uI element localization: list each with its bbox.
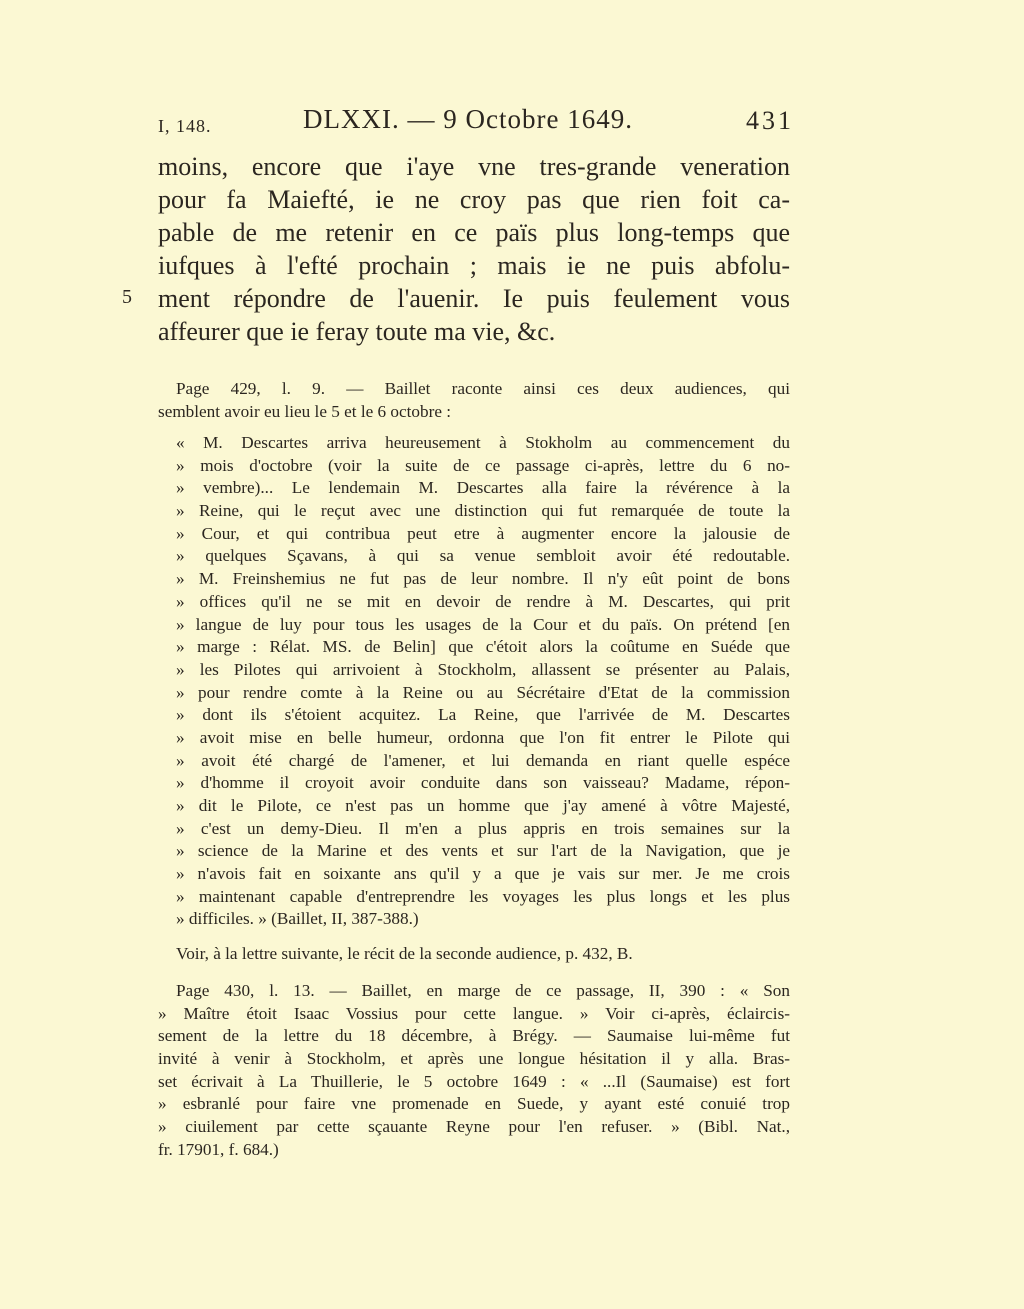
quote-line: » avoit été chargé de l'amener, et lui demanda en riant quelle espéce <box>176 750 790 770</box>
quote-line: » quelques Sçavans, à qui sa venue sembloit avoir été redoutable. <box>176 546 790 566</box>
letter-title: DLXXI. — 9 Octobre 1649. <box>303 104 633 134</box>
note-line: semblent avoir eu lieu le 5 et le 6 octobre : <box>158 401 452 421</box>
quote-line: » vembre)... Le lendemain M. Descartes alla faire la révérence à la <box>176 478 790 498</box>
quote-line: » langue de luy pour tous les usages de la Cour et du païs. On prétend [en <box>176 614 790 634</box>
main-text-line: moins, encore que i'aye vne tres-grande veneration <box>158 152 790 181</box>
quote-line: » science de la Marine et des vents et sur l'art de la Navigation, que je <box>176 841 790 861</box>
note-line: » ciuilement par cette sçauante Reyne pour l'en refuser. » (Bibl. Nat., <box>158 1117 790 1137</box>
main-text <box>158 150 790 348</box>
note-page-430 <box>158 980 790 1162</box>
note-line: sement de la lettre du 18 décembre, à Brégy. — Saumaise lui-même fut <box>158 1026 790 1046</box>
baillet-quote <box>158 432 790 931</box>
quote-line: » M. Freinshemius ne fut pas de leur nombre. Il n'y eût point de bons <box>176 569 790 589</box>
note-line: invité à venir à Stockholm, et après une longue hésitation il y alla. Bras- <box>158 1049 790 1069</box>
main-text-line: pour fa Maiefté, ie ne croy pas que rien foit ca- <box>158 185 790 214</box>
note-second-audience <box>158 943 790 966</box>
main-text-line: ment répondre de l'auenir. Ie puis feulement vous <box>158 284 790 313</box>
line-number-marker: 5 <box>122 286 132 308</box>
main-text-line: affeurer que ie feray toute ma vie, &c. <box>158 317 556 346</box>
quote-line: » les Pilotes qui arrivoient à Stockholm, allassent se présenter au Palais, <box>176 659 790 679</box>
quote-line: » d'homme il croyoit avoir conduite dans son vaisseau? Madame, répon- <box>176 773 790 793</box>
note-line: » Maître étoit Isaac Vossius pour cette langue. » Voir ci-après, éclaircis- <box>158 1003 790 1023</box>
note-line: Voir, à la lettre suivante, le récit de la seconde audience, p. 432, B. <box>176 944 633 963</box>
note-line: set écrivait à La Thuillerie, le 5 octobre 1649 : « ...Il (Saumaise) est fort <box>158 1071 790 1091</box>
quote-line: » offices qu'il ne se mit en devoir de rendre à M. Descartes, qui prit <box>176 591 790 611</box>
quote-line: » avoit mise en belle humeur, ordonna que l'on fit entrer le Pilote qui <box>176 727 790 747</box>
quote-line: » maintenant capable d'entreprendre les voyages les plus longs et les plus <box>176 886 790 906</box>
quote-line: » Reine, qui le reçut avec une distinction qui fut remarquée de toute la <box>176 501 790 521</box>
quote-line: » mois d'octobre (voir la suite de ce passage ci-après, lettre du 6 no- <box>176 455 790 475</box>
quote-line: » n'avois fait en soixante ans qu'il y a que je vais sur mer. Je me crois <box>176 864 790 884</box>
quote-line: » dit le Pilote, ce n'est pas un homme que j'ay amené à vôtre Majesté, <box>176 796 790 815</box>
note-line: Page 429, l. 9. — Baillet raconte ainsi ces deux audiences, qui <box>176 379 790 398</box>
note-line: Page 430, l. 13. — Baillet, en marge de ce passage, II, 390 : « Son <box>176 981 790 1000</box>
main-text-line: iufques à l'efté prochain ; mais ie ne puis abfolu- <box>158 251 790 280</box>
note-line: » esbranlé pour faire vne promenade en Suede, y ayant esté conuié trop <box>158 1094 790 1114</box>
note-page-429 <box>158 378 790 423</box>
quote-line: » dont ils s'étoient acquitez. La Reine, que l'arrivée de M. Descartes <box>176 705 790 725</box>
quote-line: « M. Descartes arriva heureusement à Stokholm au commencement du <box>176 433 790 452</box>
quote-line: » Cour, et qui contribua peut etre à augmenter encore la jalousie de <box>176 523 790 543</box>
main-text-line: pable de me retenir en ce païs plus long-temps que <box>158 218 790 247</box>
volume-reference: I, 148. <box>158 116 212 136</box>
page-number: 431 <box>746 106 794 135</box>
note-line: fr. 17901, f. 684.) <box>158 1139 279 1159</box>
quote-line: » c'est un demy-Dieu. Il m'en a plus appris en trois semaines sur la <box>176 818 790 838</box>
running-header <box>0 104 1024 144</box>
quote-line: » marge : Rélat. MS. de Belin] que c'étoit alors la coûtume en Suéde que <box>176 637 790 657</box>
quote-line: » difficiles. » (Baillet, II, 387-388.) <box>176 909 419 929</box>
quote-line: » pour rendre comte à la Reine ou au Sécrétaire d'Etat de la commission <box>176 682 790 702</box>
